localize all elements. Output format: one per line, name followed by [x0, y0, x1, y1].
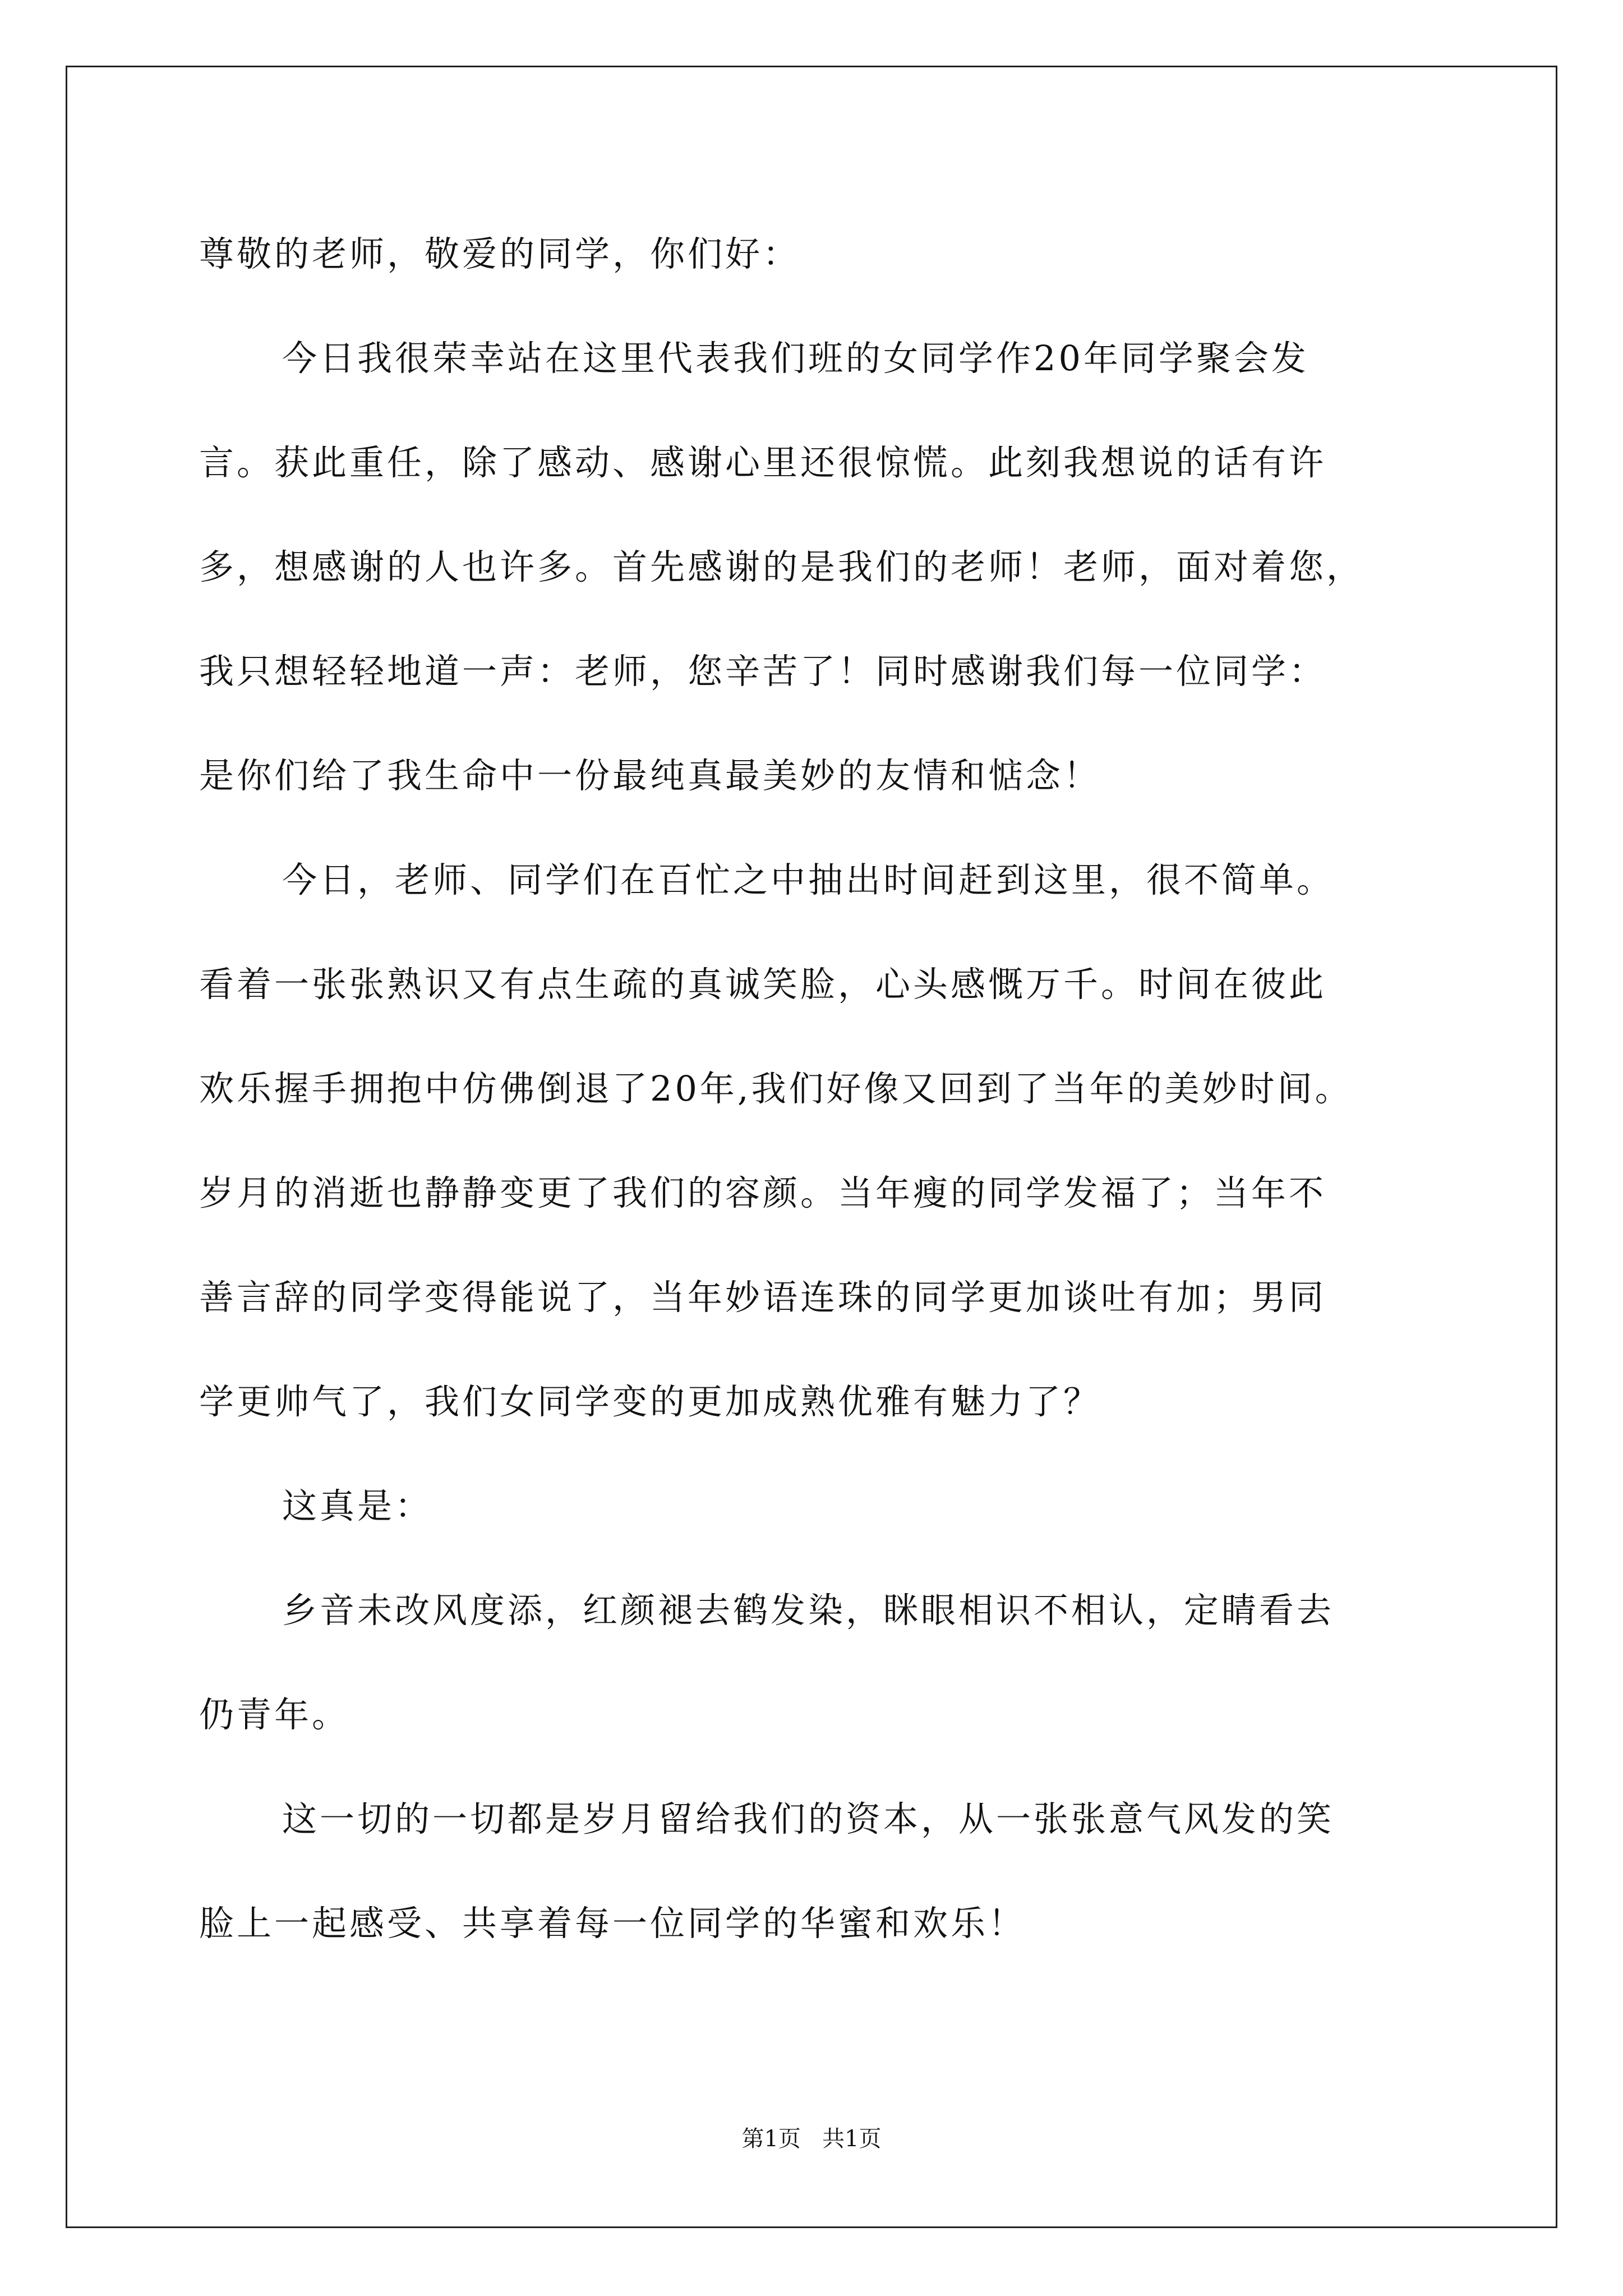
- text-line: 仍青年。: [199, 1694, 350, 1735]
- document-body: [199, 202, 1424, 1976]
- text-line: 这真是：: [282, 1485, 433, 1526]
- text-line: 脸上一起感受、共享着每一位同学的华蜜和欢乐！: [199, 1903, 1026, 1944]
- text-line: 欢乐握手拥抱中仿佛倒退了20年,我们好像又回到了当年的美妙时间。: [199, 1068, 1353, 1109]
- text-line: 言。获此重任，除了感动、感谢心里还很惊慌。此刻我想说的话有许: [199, 442, 1327, 483]
- text-line: 今日我很荣幸站在这里代表我们班的女同学作20年同学聚会发: [282, 338, 1309, 379]
- text-line: 看着一张张熟识又有点生疏的真诚笑脸，心头感慨万千。时间在彼此: [199, 964, 1327, 1005]
- text-line: 尊敬的老师，敬爱的同学，你们好：: [199, 233, 801, 274]
- text-line: 岁月的消逝也静静变更了我们的容颜。当年瘦的同学发福了；当年不: [199, 1172, 1327, 1213]
- text-line: 这一切的一切都是岁月留给我们的资本，从一张张意气风发的笑: [282, 1798, 1335, 1839]
- text-line: 多，想感谢的人也许多。首先感谢的是我们的老师！老师，面对着您，: [199, 546, 1364, 587]
- text-line: 是你们给了我生命中一份最纯真最美妙的友情和惦念！: [199, 755, 1101, 796]
- text-line: 我只想轻轻地道一声：老师，您辛苦了！同时感谢我们每一位同学：: [199, 651, 1327, 692]
- text-line: 乡音未改风度添，红颜褪去鹤发染，眯眼相识不相认，定睛看去: [282, 1590, 1335, 1631]
- text-line: 今日，老师、同学们在百忙之中抽出时间赶到这里，很不简单。: [282, 859, 1335, 900]
- page-number: 第1页 共1页: [741, 2126, 882, 2152]
- text-line: 学更帅气了，我们女同学变的更加成熟优雅有魅力了？: [199, 1381, 1101, 1422]
- page-footer: [0, 2125, 1623, 2153]
- text-line: 善言辞的同学变得能说了，当年妙语连珠的同学更加谈吐有加；男同: [199, 1277, 1327, 1318]
